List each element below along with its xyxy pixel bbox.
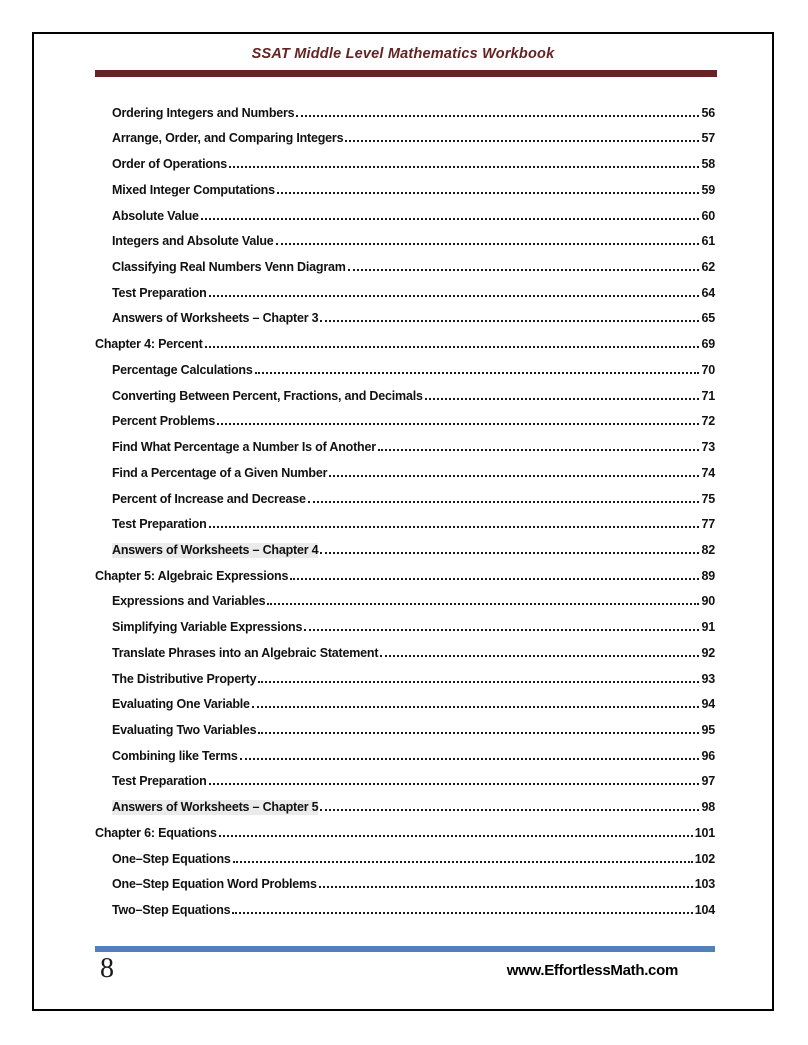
toc-row (95, 661, 715, 687)
toc-row (95, 789, 715, 815)
toc-entry-label: Two–Step Equations (112, 903, 231, 917)
dot-leader (209, 783, 700, 785)
dot-leader (378, 449, 700, 451)
toc-row (95, 635, 715, 661)
toc-entry-label: Mixed Integer Computations (112, 182, 275, 197)
dot-leader (209, 526, 700, 528)
toc-entry-page-number: 96 (701, 748, 715, 763)
dot-leader (205, 346, 700, 348)
dot-leader (320, 552, 699, 554)
toc-entry-label: Test Preparation (112, 517, 207, 532)
toc-entry-page-number: 90 (701, 594, 715, 609)
toc-row (95, 172, 715, 198)
toc-entry-label: Find What Percentage a Number Is of Another (112, 440, 376, 455)
toc-row (95, 455, 715, 481)
toc-row (95, 867, 715, 893)
toc-entry-label: Evaluating Two Variables (112, 722, 257, 737)
toc-entry-page-number: 93 (701, 671, 715, 686)
toc-entry-page-number: 89 (701, 568, 715, 583)
dot-leader (201, 218, 700, 220)
toc-entry-page-number: 77 (701, 517, 715, 532)
toc-entry-label: Expressions and Variables (112, 594, 266, 609)
toc-row (95, 301, 715, 327)
toc-row (95, 609, 715, 635)
table-of-contents (95, 95, 715, 918)
toc-entry-label: Combining like Terms (112, 748, 238, 763)
footer-rule (95, 946, 715, 952)
toc-row (95, 481, 715, 507)
toc-entry-label: Absolute Value (112, 208, 199, 223)
toc-entry-page-number: 62 (701, 260, 715, 275)
toc-entry-page-number: 64 (701, 285, 715, 300)
dot-leader (425, 398, 700, 400)
toc-entry-page-number: 72 (701, 414, 715, 429)
book-page (32, 32, 774, 1011)
toc-entry-page-number: 71 (701, 388, 715, 403)
toc-entry-page-number: 82 (701, 542, 715, 557)
toc-row (95, 815, 715, 841)
toc-entry-label: Chapter 5: Algebraic Expressions (95, 568, 289, 583)
toc-entry-page-number: 70 (701, 362, 715, 377)
dot-leader (258, 732, 699, 734)
toc-entry-label: Order of Operations (112, 157, 227, 172)
toc-entry-page-number: 61 (701, 234, 715, 249)
dot-leader (209, 295, 700, 297)
dot-leader (277, 192, 700, 194)
toc-entry-page-number: 101 (694, 825, 715, 840)
toc-entry-label: Converting Between Percent, Fractions, and Decimals (112, 388, 423, 403)
toc-row (95, 764, 715, 790)
dot-leader (348, 269, 700, 271)
toc-entry-page-number: 73 (701, 440, 715, 455)
toc-entry-label: Chapter 6: Equations (95, 825, 217, 840)
toc-row (95, 275, 715, 301)
dot-leader (217, 423, 699, 425)
dot-leader (320, 320, 699, 322)
toc-row (95, 507, 715, 533)
dot-leader (290, 578, 699, 580)
toc-row (95, 146, 715, 172)
toc-row (95, 121, 715, 147)
toc-entry-label: One–Step Equations (112, 851, 231, 866)
dot-leader (304, 629, 699, 631)
toc-entry-label: Percent of Increase and Decrease (112, 491, 306, 506)
footer-website: www.EffortlessMath.com (506, 962, 678, 979)
toc-row (95, 95, 715, 121)
toc-row (95, 352, 715, 378)
toc-entry-page-number: 65 (701, 311, 715, 326)
toc-entry-label: Test Preparation (112, 774, 207, 789)
toc-entry-label: Percent Problems (112, 414, 216, 429)
toc-row (95, 584, 715, 610)
toc-entry-label: Test Preparation (112, 285, 207, 300)
toc-row (95, 198, 715, 224)
dot-leader (296, 115, 699, 117)
dot-leader (240, 758, 700, 760)
toc-entry-page-number: 94 (701, 697, 715, 712)
toc-entry-page-number: 74 (701, 465, 715, 480)
toc-row (95, 326, 715, 352)
toc-row (95, 558, 715, 584)
toc-row (95, 687, 715, 713)
toc-row (95, 249, 715, 275)
dot-leader (308, 501, 700, 503)
toc-row (95, 892, 715, 918)
toc-entry-label: Percentage Calculations (112, 362, 253, 377)
toc-entry-label: Chapter 4: Percent (95, 337, 203, 352)
toc-row (95, 738, 715, 764)
toc-entry-label: Classifying Real Numbers Venn Diagram (112, 260, 346, 275)
toc-entry-label: Answers of Worksheets – Chapter 4 (112, 542, 319, 557)
toc-entry-page-number: 95 (701, 722, 715, 737)
dot-leader (267, 603, 699, 605)
toc-row (95, 378, 715, 404)
dot-leader (319, 886, 693, 888)
footer-page-number: 8 (100, 953, 114, 984)
header-rule (95, 70, 717, 77)
toc-entry-page-number: 98 (701, 800, 715, 815)
toc-entry-page-number: 56 (701, 105, 715, 120)
dot-leader (219, 835, 693, 837)
dot-leader (233, 861, 693, 863)
dot-leader (276, 243, 700, 245)
toc-entry-page-number: 60 (701, 208, 715, 223)
toc-entry-page-number: 91 (701, 620, 715, 635)
toc-entry-label: Integers and Absolute Value (112, 234, 274, 249)
dot-leader (232, 912, 692, 914)
toc-entry-page-number: 103 (694, 877, 715, 892)
toc-entry-label: Arrange, Order, and Comparing Integers (112, 131, 344, 146)
toc-entry-label: Answers of Worksheets – Chapter 3 (112, 311, 319, 326)
toc-entry-page-number: 75 (701, 491, 715, 506)
toc-entry-page-number: 69 (701, 337, 715, 352)
toc-entry-label: Evaluating One Variable (112, 697, 250, 712)
dot-leader (380, 655, 699, 657)
toc-entry-page-number: 97 (701, 774, 715, 789)
dot-leader (229, 166, 700, 168)
toc-entry-page-number: 58 (701, 157, 715, 172)
toc-entry-label: The Distributive Property (112, 671, 257, 686)
toc-entry-label: Simplifying Variable Expressions (112, 620, 303, 635)
toc-entry-page-number: 59 (701, 182, 715, 197)
page-header-title: SSAT Middle Level Mathematics Workbook (251, 46, 555, 62)
toc-entry-label: One–Step Equation Word Problems (112, 877, 317, 892)
toc-row (95, 429, 715, 455)
toc-entry-label: Answers of Worksheets – Chapter 5 (112, 800, 319, 815)
dot-leader (258, 681, 699, 683)
toc-row (95, 532, 715, 558)
toc-entry-page-number: 102 (694, 851, 715, 866)
toc-entry-page-number: 57 (701, 131, 715, 146)
dot-leader (345, 140, 699, 142)
dot-leader (252, 706, 700, 708)
toc-row (95, 404, 715, 430)
toc-row (95, 224, 715, 250)
toc-entry-page-number: 104 (694, 903, 715, 917)
toc-entry-label: Find a Percentage of a Given Number (112, 465, 328, 480)
toc-row (95, 712, 715, 738)
dot-leader (329, 475, 699, 477)
toc-entry-label: Translate Phrases into an Algebraic Statement (112, 645, 379, 660)
toc-entry-label: Ordering Integers and Numbers (112, 105, 295, 120)
dot-leader (255, 372, 700, 374)
toc-entry-page-number: 92 (701, 645, 715, 660)
dot-leader (320, 809, 699, 811)
toc-row (95, 841, 715, 867)
